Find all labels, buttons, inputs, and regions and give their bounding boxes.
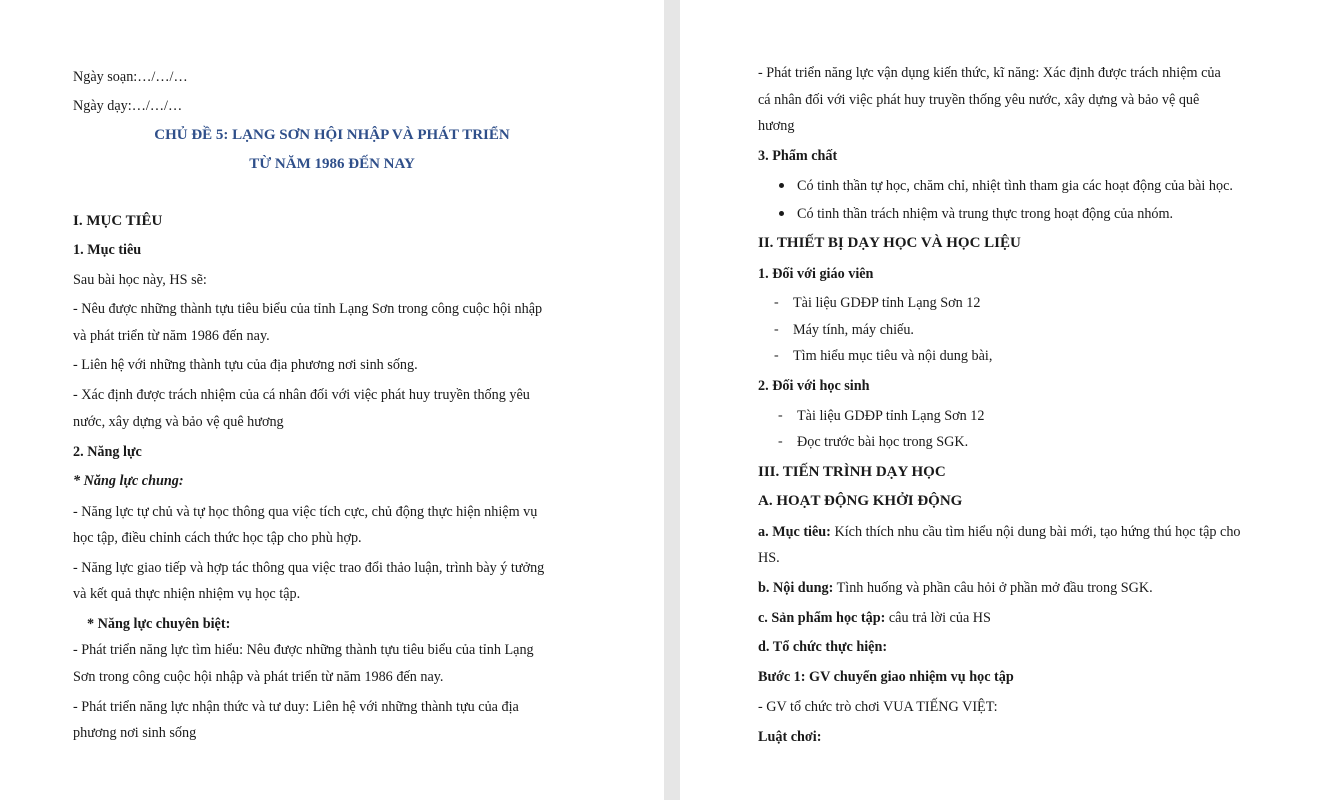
warmup-content-text: Tình huống và phần câu hỏi ở phần mở đầu trong SGK. <box>833 580 1153 596</box>
general-competency-1-line1: - Năng lực tự chủ và tự học thông qua việc tích cực, chủ động thực hiện nhiệm vụ <box>73 504 538 520</box>
teacher-item-2: Máy tính, máy chiếu. <box>793 322 914 338</box>
document-title-line1: CHỦ ĐỀ 5: LẠNG SƠN HỘI NHẬP VÀ PHÁT TRIỂN <box>154 127 510 143</box>
warmup-goal-line2: HS. <box>758 550 780 566</box>
document-page-right <box>680 0 1339 800</box>
objective-1-line1: - Nêu được những thành tựu tiêu biểu của tỉnh Lạng Sơn trong công cuộc hội nhập <box>73 301 543 317</box>
document-title-line2: TỪ NĂM 1986 ĐẾN NAY <box>249 156 415 172</box>
specific-competency-1-line1: - Phát triển năng lực tìm hiểu: Nêu được những thành tựu tiêu biểu của tỉnh Lạng <box>73 642 534 658</box>
warmup-product <box>758 609 991 627</box>
subheading-qualities: 3. Phẩm chất <box>758 148 838 164</box>
dash-marker: - <box>774 322 779 337</box>
specific-competency-1-line2: Sơn trong công cuộc hội nhập và phát triển từ năm 1986 đến nay. <box>73 669 444 685</box>
warmup-goal-label: a. Mục tiêu: <box>758 524 831 540</box>
objective-1-line2: và phát triển từ năm 1986 đến nay. <box>73 328 270 344</box>
warmup-content <box>758 579 1153 597</box>
game-description: - GV tổ chức trò chơi VUA TIẾNG VIỆT: <box>758 699 998 715</box>
specific-competency-3-line3: hương <box>758 118 795 134</box>
student-item-1: Tài liệu GDĐP tỉnh Lạng Sơn 12 <box>797 408 985 424</box>
dash-marker: - <box>774 348 779 363</box>
warmup-product-text: câu trả lời của HS <box>885 610 991 626</box>
section-heading-process: III. TIẾN TRÌNH DẠY HỌC <box>758 464 946 480</box>
quality-2: Có tinh thần trách nhiệm và trung thực trong hoạt động của nhóm. <box>797 206 1174 222</box>
general-competency-heading: * Năng lực chung: <box>73 473 184 489</box>
dash-marker: - <box>778 408 783 423</box>
objective-3-line1: - Xác định được trách nhiệm của cá nhân đối với việc phát huy truyền thống yêu <box>73 387 530 403</box>
warmup-organization: d. Tổ chức thực hiện: <box>758 639 888 655</box>
intro-text: Sau bài học này, HS sẽ: <box>73 272 207 288</box>
general-competency-2-line2: và kết quả thực nhiện nhiệm vụ học tập. <box>73 586 301 602</box>
subheading-teacher: 1. Đối với giáo viên <box>758 266 874 282</box>
warmup-product-label: c. Sản phẩm học tập: <box>758 610 886 626</box>
warmup-goal <box>758 523 1241 541</box>
warmup-goal-text: Kích thích nhu cầu tìm hiểu nội dung bài mới, tạo hứng thú học tập cho <box>830 524 1241 540</box>
section-heading-equipment: II. THIẾT BỊ DẠY HỌC VÀ HỌC LIỆU <box>758 235 1021 251</box>
section-heading-warmup: A. HOẠT ĐỘNG KHỞI ĐỘNG <box>758 493 963 509</box>
specific-competency-3-line1: - Phát triển năng lực vận dụng kiến thức, kĩ năng: Xác định được trách nhiệm của <box>758 65 1221 81</box>
step-1-heading: Bước 1: GV chuyển giao nhiệm vụ học tập <box>758 669 1014 685</box>
bullet-dot-icon <box>779 183 784 188</box>
date-taught: Ngày dạy:…/…/… <box>73 98 183 114</box>
subheading-competencies: 2. Năng lực <box>73 444 142 460</box>
quality-1: Có tinh thần tự học, chăm chỉ, nhiệt tình tham gia các hoạt động của bài học. <box>797 178 1233 194</box>
student-item-2: Đọc trước bài học trong SGK. <box>797 434 969 450</box>
bullet-dot-icon <box>779 211 784 216</box>
general-competency-2-line1: - Năng lực giao tiếp và hợp tác thông qua việc trao đổi thảo luận, trình bày ý tưởng <box>73 560 545 576</box>
specific-competency-2-line1: - Phát triển năng lực nhận thức và tư duy: Liên hệ với những thành tựu của địa <box>73 699 519 715</box>
teacher-item-3: Tìm hiểu mục tiêu và nội dung bài, <box>793 348 993 364</box>
general-competency-1-line2: học tập, điều chỉnh cách thức học tập cho phù hợp. <box>73 530 362 546</box>
subheading-goals: 1. Mục tiêu <box>73 242 142 258</box>
specific-competency-heading: * Năng lực chuyên biệt: <box>87 616 231 632</box>
specific-competency-3-line2: cá nhân đối với việc phát huy truyền thống yêu nước, xây dựng và bảo vệ quê <box>758 92 1200 108</box>
objective-2: - Liên hệ với những thành tựu của địa phương nơi sinh sống. <box>73 357 418 373</box>
warmup-content-label: b. Nội dung: <box>758 580 834 596</box>
specific-competency-2-line2: phương nơi sinh sống <box>73 725 197 741</box>
game-rules-heading: Luật chơi: <box>758 729 822 745</box>
date-prepared: Ngày soạn:…/…/… <box>73 69 188 85</box>
document-page-left <box>0 0 664 800</box>
objective-3-line2: nước, xây dựng và bảo vệ quê hương <box>73 414 284 430</box>
teacher-item-1: Tài liệu GDĐP tỉnh Lạng Sơn 12 <box>793 295 981 311</box>
dash-marker: - <box>774 295 779 310</box>
section-heading-objectives: I. MỤC TIÊU <box>73 213 163 229</box>
subheading-student: 2. Đối với học sinh <box>758 378 870 394</box>
dash-marker: - <box>778 434 783 449</box>
